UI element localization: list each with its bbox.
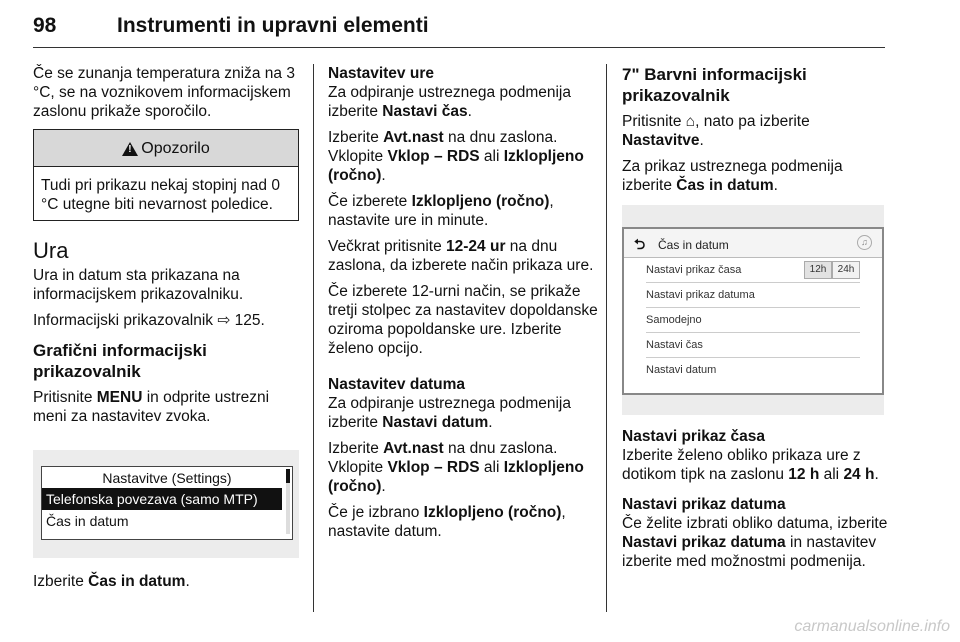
subheading-time-format: Nastavi prikaz časa [622, 428, 766, 445]
settings-screen-image [33, 450, 299, 558]
warning-title: Opozorilo [141, 139, 210, 157]
time-date-screen-title: Čas in datum [658, 238, 729, 252]
subheading-date-setting: Nastavitev datuma [328, 376, 465, 393]
screen-row-set-date: Nastavi datum [646, 364, 717, 376]
time-date-screen [622, 227, 884, 395]
date-format-paragraph: Če želite izbrati obliko datuma, izberite Nastavi prikaz datuma in nastavitev izberite med možnostmi podmenija. [622, 515, 888, 570]
home-icon: ⌂ [685, 113, 696, 130]
page-header [33, 10, 885, 48]
time-date-screen-image [622, 205, 884, 415]
graphic-display-paragraph: Pritisnite MENU in odprite ustrezni meni za nastavitev zvoka. [33, 389, 270, 425]
color-display-p2: Za prikaz ustreznega podmenija izberite Čas in datum. [622, 158, 843, 194]
settings-screen-row: Čas in datum [46, 513, 129, 529]
clock-p5: Če izberete 12-urni način, se prikaže tretji stolpec za nastavitev dopoldanske oziroma popoldanske ure. Izberite želeno opcijo. [328, 283, 598, 357]
button-12h: 12h [804, 261, 832, 279]
warning-icon: ! [122, 142, 138, 156]
column-right [622, 64, 890, 578]
section-heading-color-display: 7" Barvni informacijski prikazovalnik [622, 65, 807, 105]
clock-p3: Če izberete Izklopljeno (ročno), nastavite ure in minute. [328, 193, 554, 229]
ura-reference: Informacijski prikazovalnik ⇨ 125. [33, 312, 265, 329]
header-rule [33, 47, 885, 48]
column-divider-1 [313, 64, 314, 612]
intro-paragraph: Če se zunanja temperatura zniža na 3 °C, se na voznikovem informacijskem zaslonu prikaže sporočilo. [33, 65, 295, 120]
section-heading-ura: Ura [33, 238, 69, 263]
section-heading-graphic-display: Grafični informacijski prikazovalnik [33, 341, 207, 381]
clock-p4: Večkrat pritisnite 12-24 ur na dnu zaslona, da izberete način prikaza ure. [328, 238, 594, 274]
subheading-clock-setting: Nastavitev ure [328, 65, 434, 82]
screen-row-auto: Samodejno [646, 308, 860, 333]
screen-row-date-format: Nastavi prikaz datuma [646, 283, 860, 308]
time-format-paragraph: Izberite želeno obliko prikaza ure z dotikom tipk na zaslonu 12 h ali 24 h. [622, 447, 879, 483]
warning-header [34, 130, 298, 167]
scrollbar-thumb [286, 469, 290, 483]
column-middle [328, 64, 598, 548]
date-p2: Izberite Avt.nast na dnu zaslona. Vklopite Vklop – RDS ali Izklopljeno (ročno). [328, 440, 584, 495]
back-arrow-icon: ⮌ [634, 236, 646, 252]
page-number: 98 [33, 14, 57, 37]
settings-screen [41, 466, 293, 540]
screen-row-time-format: Nastavi prikaz časa 12h 24h [646, 258, 860, 283]
subheading-date-format: Nastavi prikaz datuma [622, 496, 786, 513]
screen-row-set-time: Nastavi čas [646, 333, 860, 358]
page-title: Instrumenti in upravni elementi [117, 14, 429, 37]
settings-screen-title: Nastavitve (Settings) [102, 470, 232, 486]
warning-box [33, 129, 299, 221]
color-display-p1: Pritisnite ⌂, nato pa izberite Nastavitve. [622, 113, 810, 149]
clock-p2: Izberite Avt.nast na dnu zaslona. Vklopite Vklop – RDS ali Izklopljeno (ročno). [328, 129, 584, 184]
select-time-date-paragraph: Izberite Čas in datum. [33, 573, 190, 590]
button-24h: 24h [832, 261, 860, 279]
page-ref-arrow-icon: ⇨ [217, 312, 231, 329]
column-divider-2 [606, 64, 607, 612]
date-p1: Za odpiranje ustreznega podmenija izberite Nastavi datum. [328, 395, 571, 431]
watermark: carmanualsonline.info [794, 618, 950, 635]
time-date-screen-header [624, 229, 882, 258]
clock-p1: Za odpiranje ustreznega podmenija izberite Nastavi čas. [328, 84, 571, 120]
settings-screen-selected-row: Telefonska povezava (samo MTP) [42, 488, 282, 510]
ura-paragraph: Ura in datum sta prikazana na informacijskem prikazovalniku. [33, 267, 244, 303]
time-format-buttons [804, 261, 860, 279]
music-note-icon: ♫ [857, 235, 872, 250]
date-p3: Če je izbrano Izklopljeno (ročno), nastavite datum. [328, 504, 566, 540]
column-left [33, 64, 299, 598]
warning-body: Tudi pri prikazu nekaj stopinj nad 0 °C utegne biti nevarnost poledice. [41, 177, 280, 213]
